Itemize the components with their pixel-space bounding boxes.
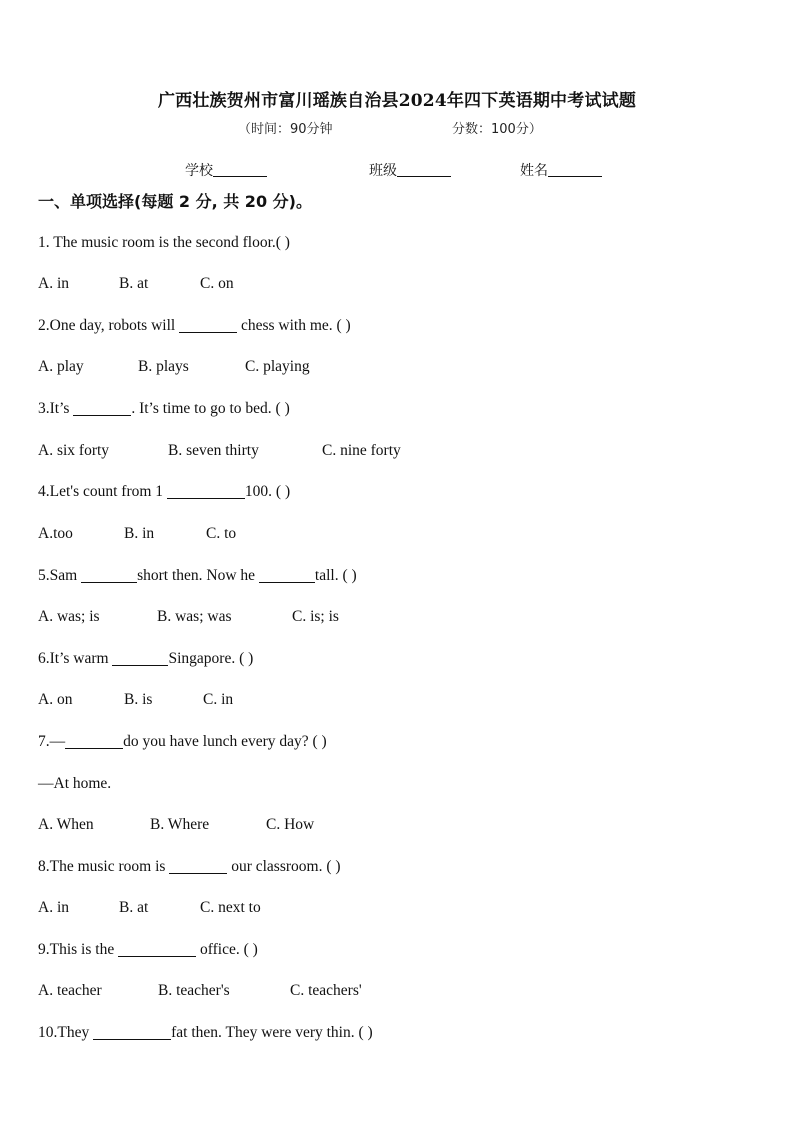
question-text-end: 100. ( ) (244, 483, 291, 500)
options-6 (38, 690, 233, 710)
options-8 (38, 898, 261, 918)
class-field[interactable] (369, 160, 451, 180)
question-text-end: tall. ( ) (314, 567, 357, 584)
option-c[interactable]: C. nine forty (322, 442, 401, 459)
name-field[interactable] (520, 160, 602, 180)
question-text-end: office. ( ) (196, 941, 258, 958)
answer-blank[interactable] (167, 483, 245, 499)
school-blank[interactable] (213, 162, 267, 177)
school-field[interactable] (185, 160, 267, 180)
question-3 (38, 399, 290, 419)
exam-score: 分数：100分） (452, 122, 542, 137)
question-text-end: fat then. They were very thin. ( ) (171, 1024, 373, 1041)
class-label: 班级 (369, 163, 397, 179)
option-a[interactable]: A.too (38, 525, 73, 542)
option-a[interactable]: A. teacher (38, 982, 102, 999)
answer-blank[interactable] (169, 858, 227, 874)
name-blank[interactable] (548, 162, 602, 177)
question-text: 5.Sam (38, 567, 82, 584)
question-1 (38, 233, 290, 253)
option-a[interactable]: A. on (38, 691, 73, 708)
question-text: 4.Let's count from 1 (38, 483, 167, 500)
exam-time: （时间：90分钟 (238, 122, 333, 137)
name-label: 姓名 (520, 163, 548, 179)
question-text-end: chess with me. ( ) (237, 317, 351, 334)
options-2 (38, 357, 310, 377)
option-a[interactable]: A. in (38, 899, 69, 916)
option-b[interactable]: B. plays (138, 358, 189, 375)
option-a[interactable]: A. was; is (38, 608, 100, 625)
question-text: 9.This is the (38, 941, 119, 958)
options-7 (38, 815, 314, 835)
options-5 (38, 607, 339, 627)
option-a[interactable]: A. in (38, 275, 69, 292)
option-c[interactable]: C. next to (200, 899, 261, 916)
question-text-end: do you have lunch every day? ( ) (123, 733, 327, 750)
question-text-end: our classroom. ( ) (227, 858, 341, 875)
option-c[interactable]: C. to (206, 525, 237, 542)
question-4 (38, 482, 290, 502)
option-b[interactable]: B. was; was (157, 608, 232, 625)
class-blank[interactable] (397, 162, 451, 177)
option-c[interactable]: C. on (200, 275, 234, 292)
question-2 (38, 316, 351, 336)
question-text-mid: short then. Now he (137, 567, 259, 584)
option-a[interactable]: A. play (38, 358, 84, 375)
question-text: 6.It’s warm (38, 650, 113, 667)
answer-blank[interactable] (73, 400, 131, 416)
options-4 (38, 524, 236, 544)
question-text: 8.The music room is (38, 858, 170, 875)
option-b[interactable]: B. at (119, 275, 149, 292)
question-text-end: Singapore. ( ) (168, 650, 254, 667)
school-label: 学校 (185, 163, 213, 179)
option-a[interactable]: A. When (38, 816, 94, 833)
answer-blank-1[interactable] (81, 567, 137, 583)
option-a[interactable]: A. six forty (38, 442, 110, 459)
question-text-end: . It’s time to go to bed. ( ) (131, 400, 290, 417)
option-c[interactable]: C. playing (245, 358, 310, 375)
question-text: 7.— (38, 733, 66, 750)
option-b[interactable]: B. at (119, 899, 149, 916)
option-b[interactable]: B. Where (150, 816, 210, 833)
question-10 (38, 1023, 373, 1043)
answer-blank[interactable] (65, 733, 123, 749)
question-text: 1. The music room is the second floor.( ) (38, 234, 290, 251)
options-1 (38, 274, 234, 294)
question-6 (38, 649, 253, 669)
option-b[interactable]: B. teacher's (158, 982, 230, 999)
answer-blank[interactable] (118, 941, 196, 957)
options-3 (38, 441, 401, 461)
option-b[interactable]: B. in (124, 525, 155, 542)
question-9 (38, 940, 258, 960)
answer-blank-2[interactable] (259, 567, 315, 583)
question-text: 2.One day, robots will (38, 317, 180, 334)
option-c[interactable]: C. How (266, 816, 315, 833)
answer-blank[interactable] (112, 650, 168, 666)
question-text: 3.It’s (38, 400, 74, 417)
section-heading: 一、单项选择(每题 2 分, 共 20 分)。 (38, 192, 312, 211)
options-9 (38, 981, 362, 1001)
question-7-answer: —At home. (38, 775, 112, 792)
option-b[interactable]: B. is (124, 691, 153, 708)
answer-blank[interactable] (93, 1024, 171, 1040)
question-text: 10.They (38, 1024, 94, 1041)
page-title: 广西壮族贺州市富川瑶族自治县2024年四下英语期中考试试题 (157, 91, 637, 111)
question-7 (38, 732, 327, 752)
question-5 (38, 566, 357, 586)
option-b[interactable]: B. seven thirty (168, 442, 259, 459)
option-c[interactable]: C. is; is (292, 608, 339, 625)
answer-blank[interactable] (179, 317, 237, 333)
question-8 (38, 857, 341, 877)
option-c[interactable]: C. teachers' (290, 982, 362, 999)
option-c[interactable]: C. in (203, 691, 234, 708)
